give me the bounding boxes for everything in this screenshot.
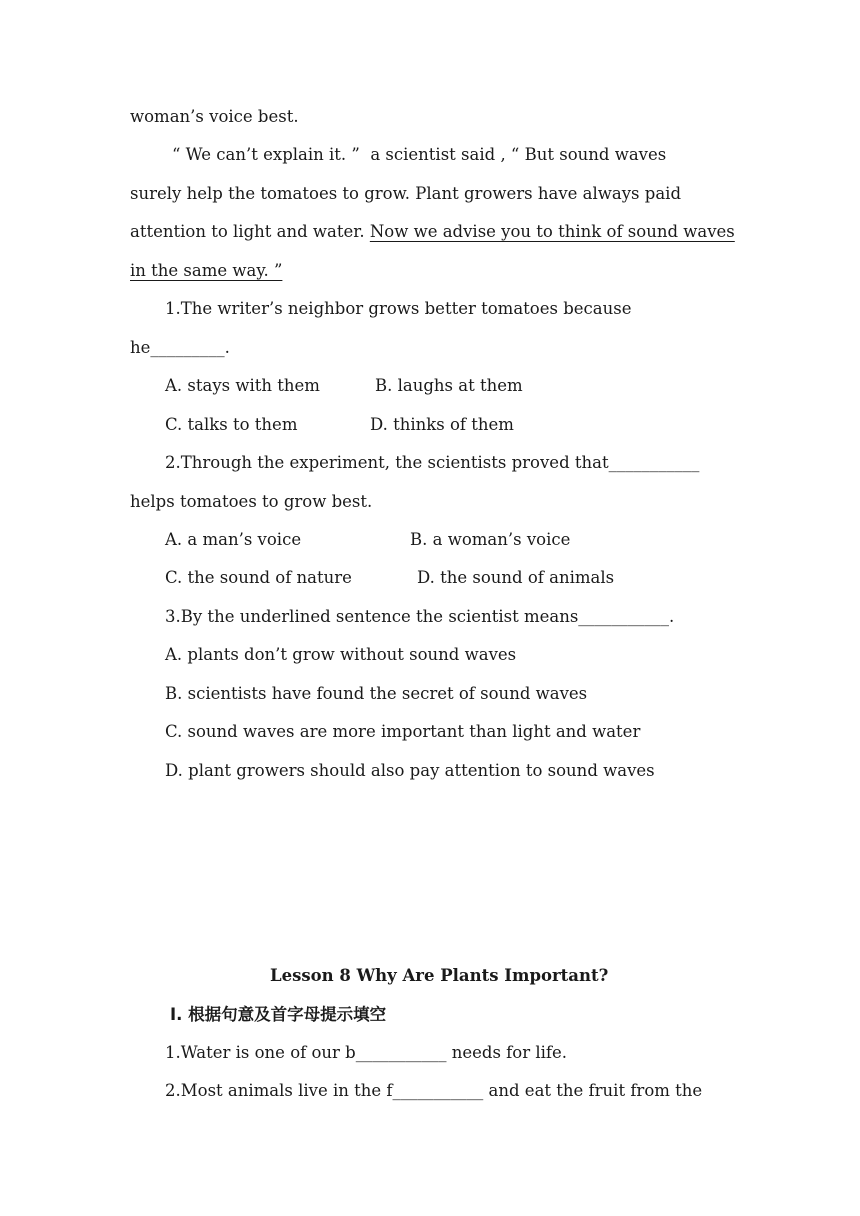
- option-c: C. sound waves are more important than light and water: [165, 722, 641, 741]
- option-a: A. stays with them: [165, 376, 320, 395]
- option-a: A. a man’s voice: [165, 530, 302, 549]
- question-stem: he_________.: [130, 338, 230, 357]
- section-heading: Ⅰ. 根据句意及首字母提示填空: [170, 1005, 387, 1024]
- passage-text: attention to light and water.: [130, 222, 370, 241]
- option-d: D. thinks of them: [370, 415, 514, 434]
- passage-line: “ We can’t explain it. ” a scientist said , “ But sound waves: [172, 145, 667, 164]
- underlined-sentence: in the same way. ”: [130, 261, 283, 280]
- question-stem: helps tomatoes to grow best.: [130, 492, 373, 511]
- option-d: D. the sound of animals: [417, 568, 615, 587]
- option-a: A. plants don’t grow without sound waves: [165, 645, 517, 664]
- option-b: B. laughs at them: [375, 376, 523, 395]
- option-b: B. scientists have found the secret of sound waves: [165, 684, 588, 703]
- question-stem: 2.Through the experiment, the scientists proved that___________: [165, 453, 700, 472]
- option-d: D. plant growers should also pay attention to sound waves: [165, 761, 655, 780]
- option-c: C. the sound of nature: [165, 568, 352, 587]
- passage-line: woman’s voice best.: [130, 107, 299, 126]
- option-b: B. a woman’s voice: [410, 530, 571, 549]
- option-c: C. talks to them: [165, 415, 298, 434]
- passage-line: [130, 221, 735, 243]
- underlined-sentence: Now we advise you to think of sound waves: [369, 222, 735, 241]
- exercise-item: 1.Water is one of our b___________ needs for life.: [165, 1043, 568, 1062]
- question-stem: 1.The writer’s neighbor grows better tomatoes because: [165, 299, 632, 318]
- exercise-item: 2.Most animals live in the f___________ and eat the fruit from the: [165, 1081, 703, 1100]
- passage-line: surely help the tomatoes to grow. Plant growers have always paid: [130, 184, 682, 203]
- question-stem: 3.By the underlined sentence the scientist means___________.: [165, 607, 675, 626]
- lesson-title: Lesson 8 Why Are Plants Important?: [270, 966, 609, 985]
